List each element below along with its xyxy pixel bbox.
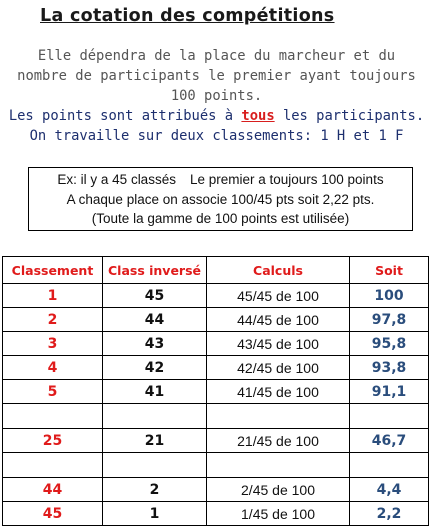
table-row (3, 284, 429, 308)
example-line-1 (29, 170, 412, 190)
cell-calc: 45/45 de 100 (207, 284, 350, 308)
intro-line-3: 100 points. (170, 88, 263, 104)
table-row (3, 356, 429, 380)
cell-rank: 45 (3, 502, 103, 526)
cell-rank: 3 (3, 332, 103, 356)
cell-inverse: 43 (103, 332, 207, 356)
cell-soit: 97,8 (350, 308, 429, 332)
cell-rank (3, 453, 103, 478)
table-header-row (3, 257, 429, 284)
intro-line-4-end: les participants. (274, 108, 425, 124)
intro-line-5: On travaille sur deux classements: 1 H et 1 F (29, 128, 404, 144)
cell-inverse: 21 (103, 429, 207, 453)
cell-rank: 44 (3, 478, 103, 502)
page-title: La cotation des compétitions (40, 6, 335, 26)
results-table (2, 256, 429, 526)
cell-calc: 21/45 de 100 (207, 429, 350, 453)
example-line-3: (Toute la gamme de 100 points est utilisée) (91, 211, 350, 226)
cell-rank: 2 (3, 308, 103, 332)
cell-rank: 4 (3, 356, 103, 380)
cell-calc: 44/45 de 100 (207, 308, 350, 332)
cell-rank (3, 404, 103, 429)
cell-soit: 46,7 (350, 429, 429, 453)
header-classement: Classement (3, 257, 103, 284)
emphasis-tous: tous (241, 108, 275, 124)
intro-paragraph (0, 46, 433, 146)
example-line-2: A chaque place on associe 100/45 pts soit 2,22 pts. (66, 191, 375, 207)
table-row-gap (3, 404, 429, 429)
cell-rank: 1 (3, 284, 103, 308)
header-soit: Soit (350, 257, 429, 284)
header-class-inverse: Class inversé (103, 257, 207, 284)
table-row (3, 502, 429, 526)
intro-line-4-start: Les points sont attribués à (8, 108, 242, 124)
cell-soit: 93,8 (350, 356, 429, 380)
example-box (28, 167, 413, 231)
table-row (3, 332, 429, 356)
intro-line-1: Elle dépendra de la place du marcheur et du (37, 48, 396, 64)
cell-soit: 4,4 (350, 478, 429, 502)
cell-inverse: 45 (103, 284, 207, 308)
example-first: Le premier a toujours 100 points (189, 172, 384, 187)
cell-calc: 42/45 de 100 (207, 356, 350, 380)
table-row-gap (3, 453, 429, 478)
table-row (3, 429, 429, 453)
cell-inverse: 42 (103, 356, 207, 380)
cell-inverse (103, 404, 207, 429)
cell-inverse: 2 (103, 478, 207, 502)
cell-calc: 2/45 de 100 (207, 478, 350, 502)
cell-calc (207, 453, 350, 478)
intro-line-4 (0, 106, 433, 126)
example-count: Ex: il y a 45 classés (57, 172, 176, 187)
table-row (3, 478, 429, 502)
cell-soit (350, 404, 429, 429)
cell-soit: 91,1 (350, 380, 429, 404)
cell-inverse: 44 (103, 308, 207, 332)
cell-soit: 2,2 (350, 502, 429, 526)
cell-calc: 41/45 de 100 (207, 380, 350, 404)
cell-soit: 95,8 (350, 332, 429, 356)
cell-inverse: 1 (103, 502, 207, 526)
header-calculs: Calculs (207, 257, 350, 284)
cell-soit: 100 (350, 284, 429, 308)
cell-soit (350, 453, 429, 478)
intro-line-2: nombre de participants le premier ayant toujours (17, 68, 416, 84)
cell-rank: 5 (3, 380, 103, 404)
table-row (3, 308, 429, 332)
cell-calc: 43/45 de 100 (207, 332, 350, 356)
cell-rank: 25 (3, 429, 103, 453)
cell-calc (207, 404, 350, 429)
cell-calc: 1/45 de 100 (207, 502, 350, 526)
table-row (3, 380, 429, 404)
cell-inverse (103, 453, 207, 478)
cell-inverse: 41 (103, 380, 207, 404)
